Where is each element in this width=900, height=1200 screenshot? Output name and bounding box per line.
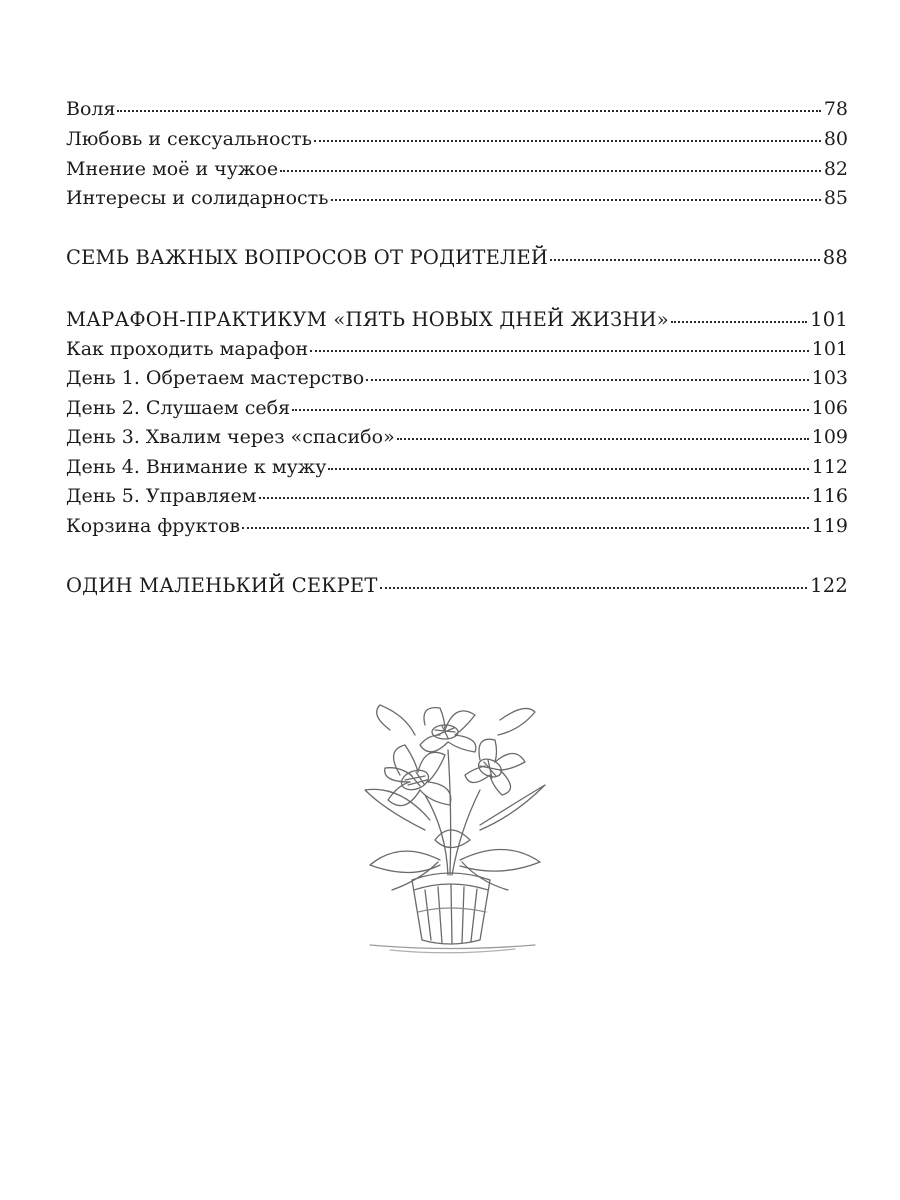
toc-entry[interactable] xyxy=(66,337,848,361)
toc-entry-title: Мнение моё и чужое xyxy=(66,158,279,180)
toc-section-entry[interactable] xyxy=(66,246,848,270)
dot-leader xyxy=(550,259,820,261)
toc-entry-title: День 4. Внимание к мужу xyxy=(66,456,327,478)
toc-entry[interactable] xyxy=(66,425,848,449)
toc-entry-title: Корзина фруктов xyxy=(66,515,241,537)
dot-leader xyxy=(331,199,821,201)
dot-leader xyxy=(314,140,821,142)
toc-entry[interactable] xyxy=(66,127,848,151)
toc-entry-title: День 2. Слушаем себя xyxy=(66,397,291,419)
dot-leader xyxy=(328,468,808,470)
toc-section-title: СЕМЬ ВАЖНЫХ ВОПРОСОВ ОТ РОДИТЕЛЕЙ xyxy=(66,246,549,269)
toc-entry-page: 85 xyxy=(823,187,848,209)
toc-entry-page: 101 xyxy=(811,338,848,360)
dot-leader xyxy=(366,379,809,381)
toc-section-entry[interactable] xyxy=(66,574,848,598)
dot-leader xyxy=(280,170,821,172)
dot-leader xyxy=(242,527,809,529)
toc-entry-page: 116 xyxy=(811,485,848,507)
toc-entry[interactable] xyxy=(66,514,848,538)
toc-entry[interactable] xyxy=(66,186,848,210)
toc-entry[interactable] xyxy=(66,157,848,181)
toc-entry-title: День 5. Управляем xyxy=(66,485,257,507)
toc-entry-page: 122 xyxy=(810,574,848,597)
toc-entry[interactable] xyxy=(66,366,848,390)
toc-entry[interactable] xyxy=(66,455,848,479)
toc-entry-page: 101 xyxy=(810,308,848,331)
toc-entry-title: Как проходить марафон xyxy=(66,338,309,360)
toc-entry-page: 80 xyxy=(823,128,848,150)
toc-section-title: МАРАФОН-ПРАКТИКУМ «ПЯТЬ НОВЫХ ДНЕЙ ЖИЗНИ» xyxy=(66,308,669,331)
toc-entry-title: День 1. Обретаем мастерство xyxy=(66,367,365,389)
potted-flower-sketch-icon xyxy=(330,690,570,960)
toc-entry-title: Интересы и солидарность xyxy=(66,187,329,209)
dot-leader xyxy=(380,587,808,589)
toc-entry-title: Воля xyxy=(66,98,116,120)
dot-leader xyxy=(117,110,820,112)
dot-leader xyxy=(310,350,809,352)
dot-leader xyxy=(259,497,809,499)
toc-entry-page: 119 xyxy=(811,515,848,537)
toc-entry[interactable] xyxy=(66,484,848,508)
toc-entry-page: 82 xyxy=(823,158,848,180)
toc-entry[interactable] xyxy=(66,396,848,420)
toc-entry-title: День 3. Хвалим через «спасибо» xyxy=(66,426,395,448)
toc-entry-title: Любовь и сексуальность xyxy=(66,128,312,150)
dot-leader xyxy=(397,438,809,440)
toc-entry-page: 88 xyxy=(822,246,848,269)
toc-entry-page: 112 xyxy=(811,456,848,478)
toc-entry-page: 103 xyxy=(811,367,848,389)
dot-leader xyxy=(292,409,809,411)
toc-section-entry[interactable] xyxy=(66,308,848,332)
dot-leader xyxy=(671,321,807,323)
toc-entry-page: 109 xyxy=(811,426,848,448)
toc-entry[interactable] xyxy=(66,97,848,121)
toc-entry-page: 106 xyxy=(811,397,848,419)
toc-section-title: ОДИН МАЛЕНЬКИЙ СЕКРЕТ xyxy=(66,574,378,597)
toc-entry-page: 78 xyxy=(823,98,848,120)
